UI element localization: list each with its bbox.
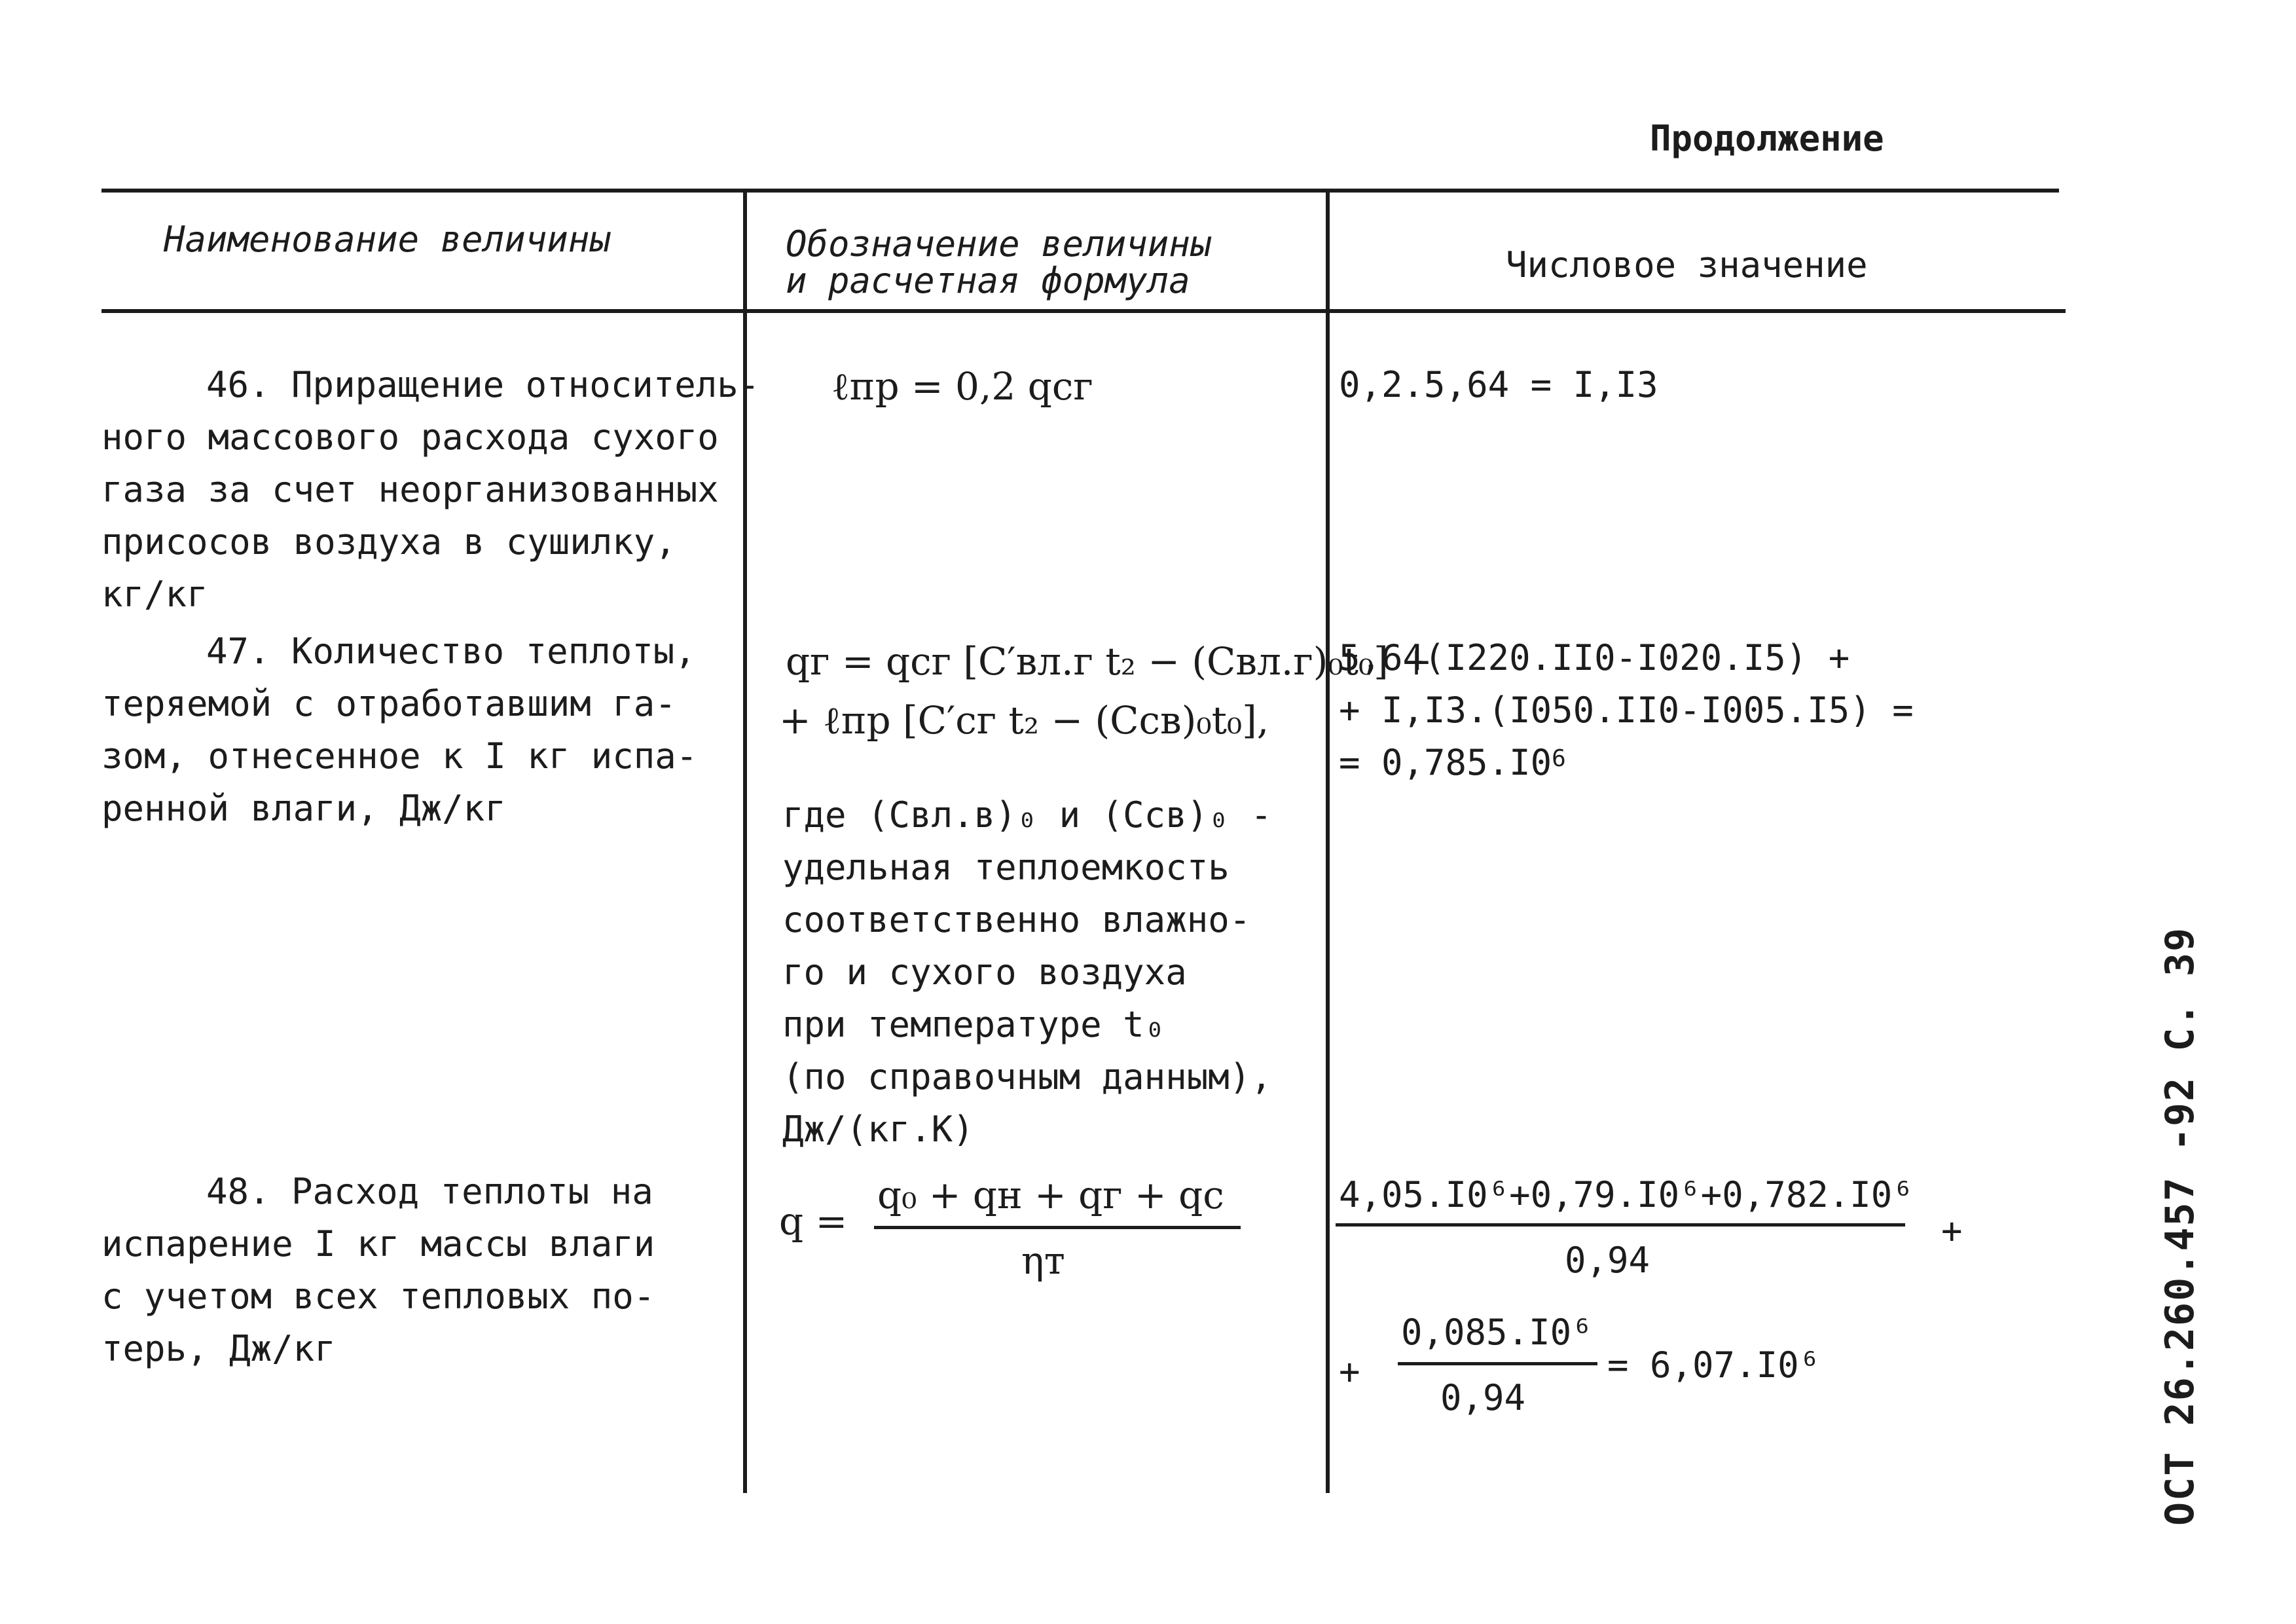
value-line: + I,I3.(I050.II0-I005.I5) = xyxy=(1339,690,1914,731)
value-exponent: 6 xyxy=(1552,745,1566,772)
name-line: с учетом всех тепловых по- xyxy=(101,1276,655,1317)
header-bottom-rule xyxy=(101,309,2066,313)
name-line: 48. Расход теплоты на xyxy=(206,1171,653,1212)
where-line: удельная теплоемкость xyxy=(782,847,1230,888)
row-46-value: 0,2.5,64 = I,I3 xyxy=(1339,364,1658,405)
continuation-label: Продолжение xyxy=(1650,118,1884,159)
value-line xyxy=(1339,737,1914,789)
name-line: ренной влаги, Дж/кг xyxy=(101,788,506,829)
row-48-formula-denominator: ηт xyxy=(1021,1238,1065,1283)
row-48-formula-fraction-bar xyxy=(874,1226,1241,1229)
row-48-value-fraction-bar xyxy=(1336,1223,1905,1227)
header-value: Числовое значение xyxy=(1506,244,1868,286)
row-47-formula-line2: + ℓпр [C′сг t₂ − (Cсв)₀t₀], xyxy=(779,698,1269,743)
row-47-name xyxy=(101,625,697,835)
row-48-value2-result: = 6,07.I0⁶ xyxy=(1607,1344,1821,1386)
row-46-formula: ℓпр = 0,2 qсг xyxy=(831,364,1093,409)
name-line: 47. Количество теплоты, xyxy=(206,631,696,672)
row-48-value2-numerator: 0,085.I0⁶ xyxy=(1401,1312,1593,1353)
where-line: (по справочным данным), xyxy=(782,1056,1272,1098)
row-48-formula-numerator: q₀ + qн + qг + qс xyxy=(877,1173,1224,1217)
row-47-where-note xyxy=(782,789,1272,1156)
row-48-name xyxy=(101,1166,655,1375)
row-48-value-numerator: 4,05.I0⁶+0,79.I0⁶+0,782.I0⁶ xyxy=(1339,1174,1914,1215)
document-designation-stamp: ОСТ 26.260.457 -92 С. 39 xyxy=(2157,927,2203,1526)
where-line: го и сухого воздуха xyxy=(782,951,1187,993)
row-47-formula-line1: qг = qсг [C′вл.г t₂ − (Cвл.г)₀t₀] + xyxy=(786,639,1432,684)
table-top-rule xyxy=(101,189,2059,193)
row-46-name xyxy=(101,359,759,621)
name-line: ного массового расхода сухого xyxy=(101,416,719,458)
row-48-value-denominator: 0,94 xyxy=(1565,1240,1650,1281)
row-48-formula-lhs: q = xyxy=(779,1199,848,1244)
name-line: кг/кг xyxy=(101,574,208,615)
name-line: присосов воздуха в сушилку, xyxy=(101,521,676,563)
header-symbol-line2: и расчетная формула xyxy=(786,260,1190,301)
row-48-value2-denominator: 0,94 xyxy=(1440,1377,1526,1418)
row-48-value-plus: + xyxy=(1941,1210,1963,1251)
header-name: Наименование величины xyxy=(164,219,611,260)
name-line: теряемой с отработавшим га- xyxy=(101,683,676,724)
row-48-value2-fraction-bar xyxy=(1398,1362,1597,1365)
row-47-value xyxy=(1339,632,1914,789)
name-line: 46. Приращение относитель- xyxy=(206,364,760,405)
where-line: где (Cвл.в)₀ и (Cсв)₀ - xyxy=(782,794,1272,836)
name-line: газа за счет неорганизованных xyxy=(101,469,719,510)
name-line: зом, отнесенное к I кг испа- xyxy=(101,735,698,777)
value-text: = 0,785.I0 xyxy=(1339,742,1552,783)
row-48-value2-prefix: + xyxy=(1339,1351,1360,1392)
name-line: терь, Дж/кг xyxy=(101,1328,336,1369)
column-divider-2 xyxy=(1326,190,1330,1493)
where-line: при температуре t₀ xyxy=(782,1004,1166,1045)
where-line: Дж/(кг.К) xyxy=(782,1109,974,1150)
header-symbol-line1: Обозначение величины xyxy=(786,223,1212,265)
where-line: соответственно влажно- xyxy=(782,899,1251,940)
name-line: испарение I кг массы влаги xyxy=(101,1223,655,1264)
value-line: 5,64(I220.II0-I020.I5) + xyxy=(1339,637,1850,678)
